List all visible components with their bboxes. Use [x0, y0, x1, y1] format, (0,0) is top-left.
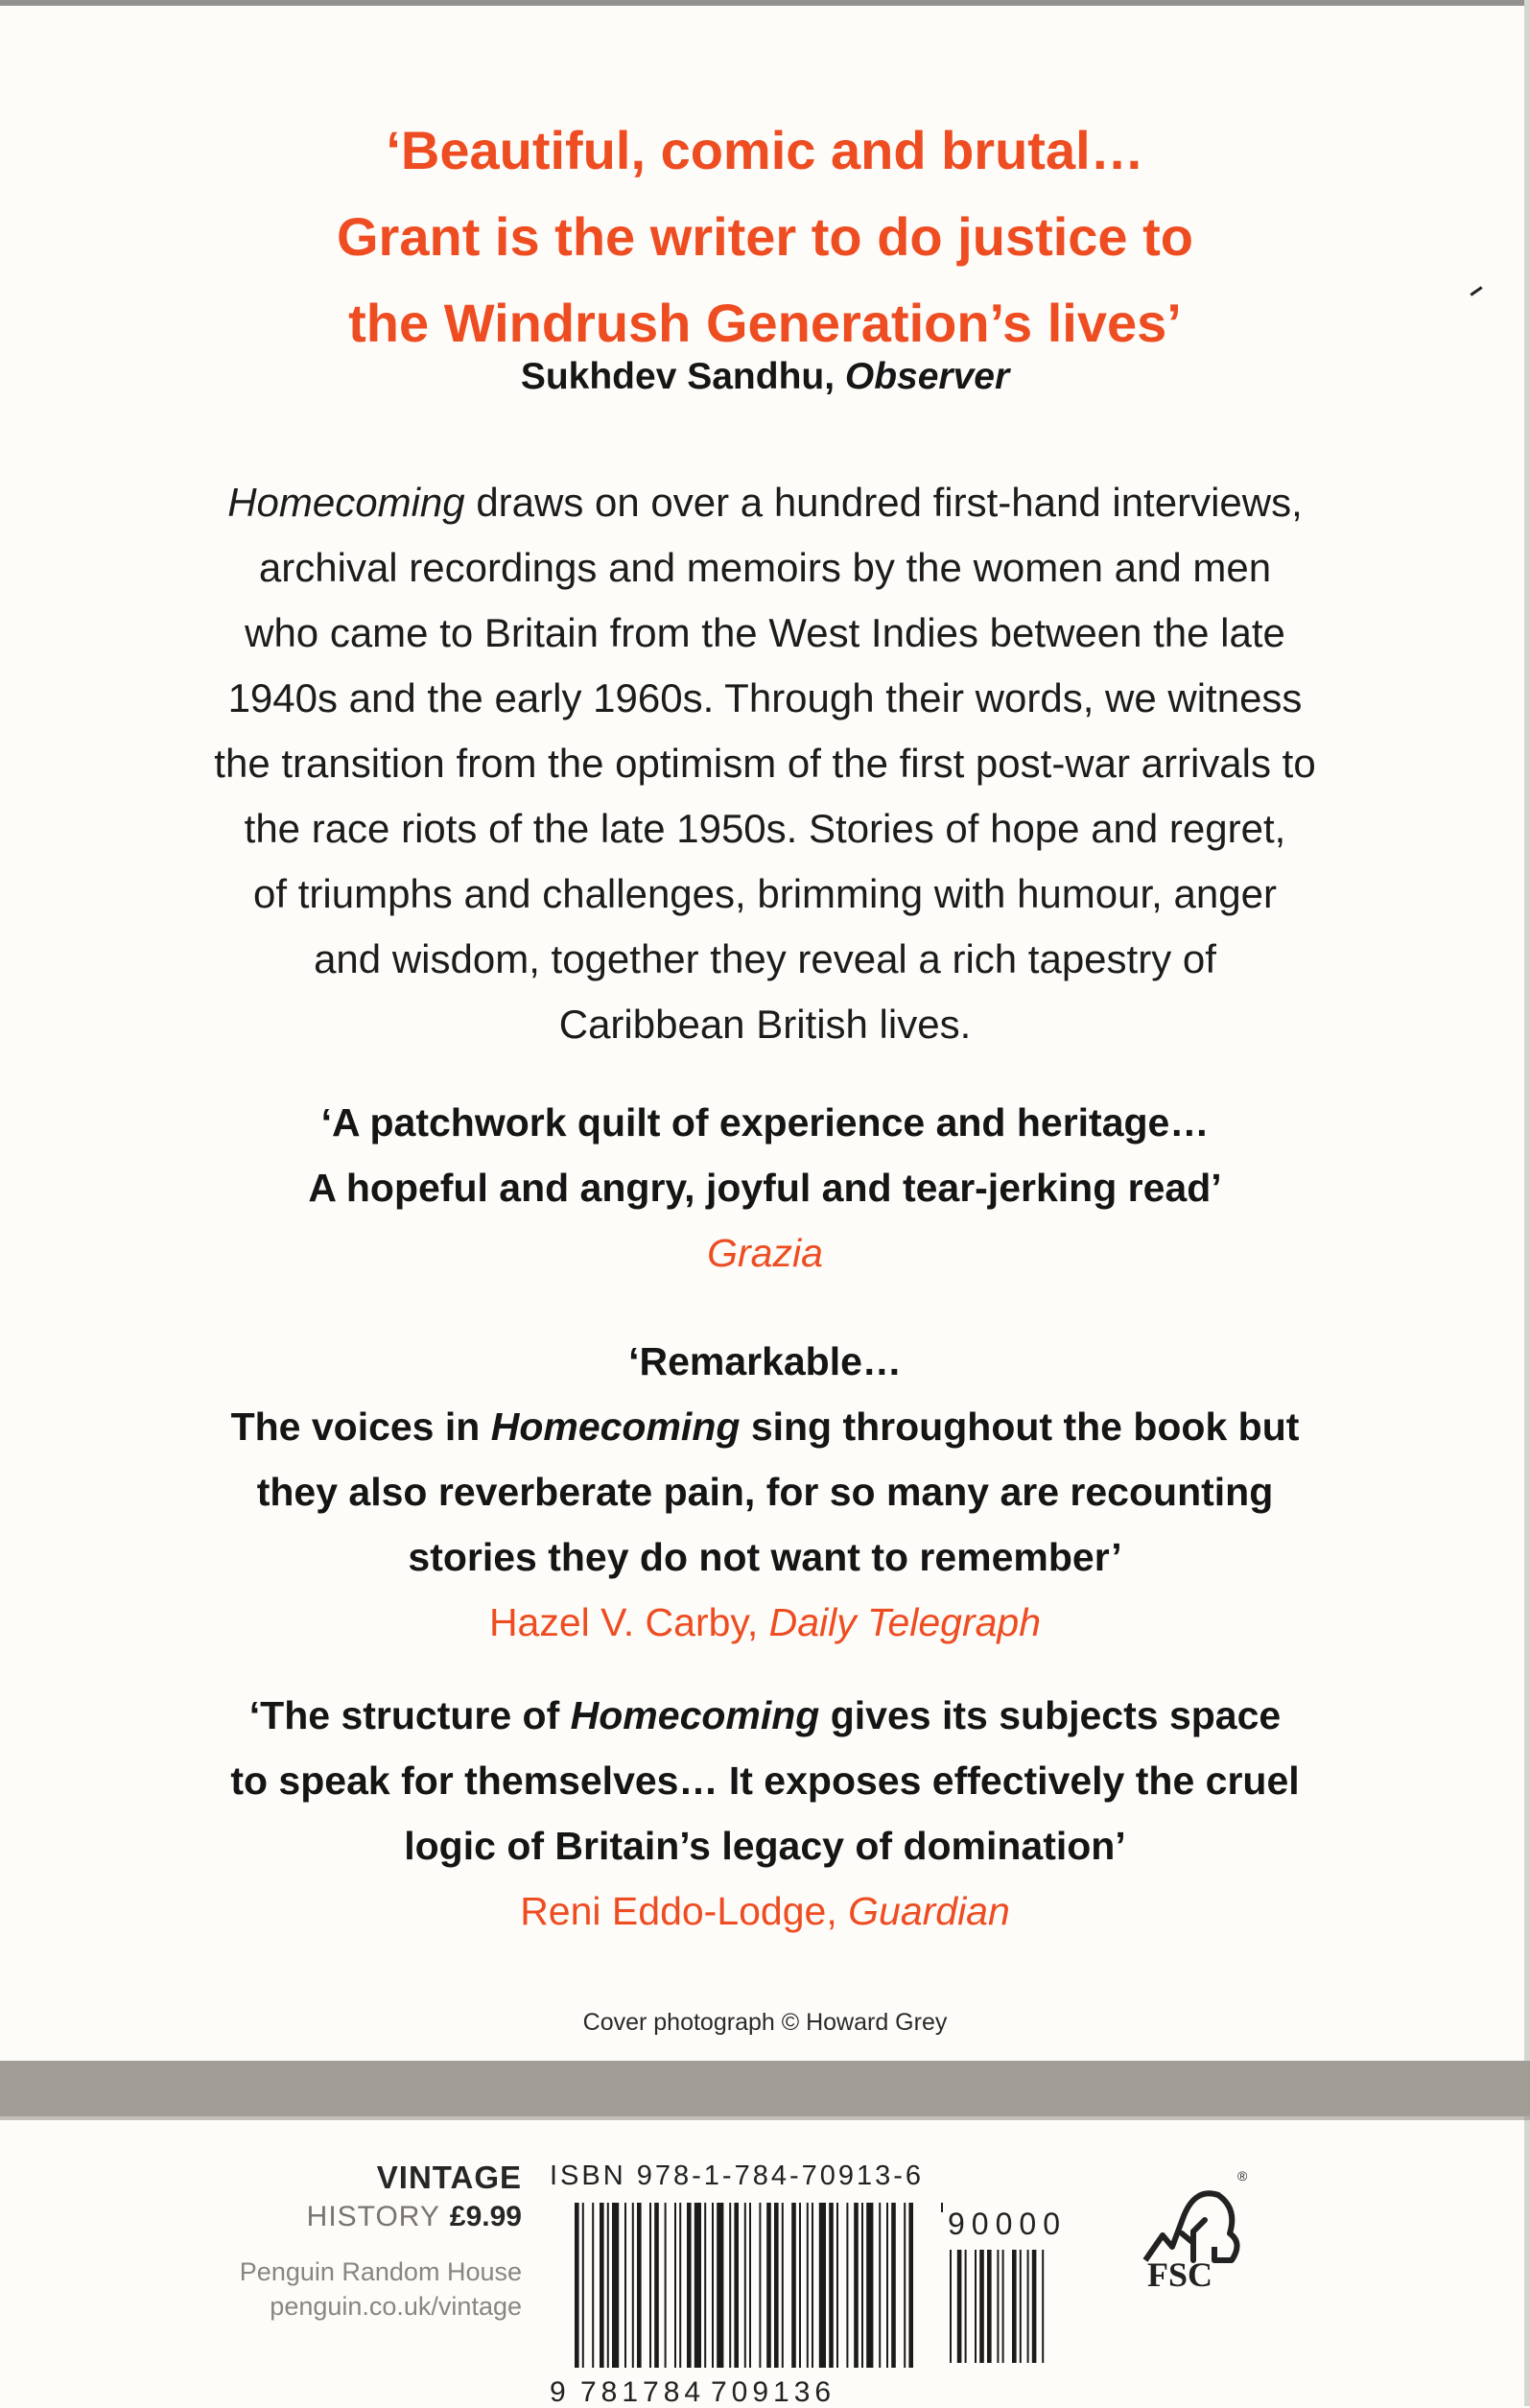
quote-line: they also reverberate pain, for so many are recounting	[256, 1470, 1274, 1514]
barcode-bar	[807, 2203, 809, 2368]
barcode-bar	[582, 2203, 584, 2368]
blurb-line: Homecoming draws on over a hundred first-hand interviews,	[227, 480, 1303, 525]
addon-barcode	[948, 2250, 1053, 2365]
blurb-line: who came to Britain from the West Indies between the late	[245, 610, 1285, 655]
quote-line: stories they do not want to remember’	[408, 1535, 1122, 1579]
barcode-bar	[1020, 2250, 1022, 2363]
blurb-line: 1940s and the early 1960s. Through their words, we witness	[227, 675, 1303, 720]
barcode-bar	[749, 2203, 751, 2368]
barcode-bar	[1042, 2250, 1044, 2363]
barcode-bar	[649, 2203, 651, 2368]
barcode-bar	[965, 2250, 967, 2363]
lead-quote-attribution	[77, 353, 1453, 401]
barcode	[550, 2203, 943, 2408]
barcode-bar	[812, 2203, 813, 2368]
barcode-bar	[904, 2203, 906, 2368]
book-blurb	[77, 470, 1453, 1057]
barcode-bar	[846, 2203, 848, 2368]
blurb-line: Caribbean British lives.	[558, 1002, 972, 1047]
cover-edge	[1524, 0, 1530, 2406]
blurb-line: archival recordings and memoirs by the women and men	[258, 545, 1272, 590]
quote-line: ‘Remarkable…	[628, 1339, 902, 1383]
quote-line: logic of Britain’s legacy of domination’	[404, 1824, 1126, 1868]
barcode-bar	[879, 2203, 881, 2368]
ean-barcode-bars	[575, 2203, 913, 2368]
barcode-bar	[997, 2250, 999, 2363]
book-title-italic: Homecoming	[227, 480, 465, 525]
quote-line: to speak for themselves… It exposes effectively the cruel	[230, 1759, 1300, 1803]
barcode-bar	[717, 2203, 723, 2368]
addon-barcode-bars	[941, 2203, 943, 2212]
lead-review-quote	[77, 107, 1453, 366]
price-addon-code: 90000	[948, 2207, 1067, 2241]
publication-name: Observer	[844, 356, 1010, 397]
barcode-bar	[861, 2203, 863, 2368]
barcode-bar	[766, 2203, 771, 2368]
review-quote-telegraph	[77, 1329, 1453, 1655]
reviewer-name: Sukhdev Sandhu,	[520, 356, 845, 397]
blurb-line: the transition from the optimism of the first post-war arrivals to	[214, 741, 1316, 786]
barcode-bar	[592, 2203, 594, 2368]
barcode-bar	[979, 2250, 984, 2363]
publication-name: Guardian	[848, 1889, 1010, 1933]
price-label: £9.99	[449, 2201, 522, 2232]
barcode-digits-group1: 781784	[580, 2376, 706, 2408]
barcode-bar	[1032, 2250, 1037, 2363]
barcode-bar	[886, 2203, 888, 2368]
barcode-bar	[712, 2203, 714, 2368]
barcode-bar	[612, 2203, 619, 2368]
barcode-bar	[674, 2203, 676, 2368]
quote-line: The voices in Homecoming sing throughout the book but	[230, 1405, 1300, 1449]
lead-quote-line: ‘Beautiful, comic and brutal…	[386, 120, 1144, 180]
barcode-bar	[744, 2203, 746, 2368]
barcode-bar	[665, 2203, 667, 2368]
grey-band-shadow	[0, 2116, 1530, 2120]
publication-name: Daily Telegraph	[768, 1600, 1042, 1644]
quote-attribution	[77, 1878, 1453, 1944]
grey-band	[0, 2061, 1530, 2116]
barcode-bar	[600, 2203, 604, 2368]
barcode-bar	[575, 2203, 579, 2368]
barcode-bar	[734, 2203, 739, 2368]
registered-mark: ®	[1237, 2168, 1248, 2184]
quote-line: ‘The structure of Homecoming gives its subjects space	[248, 1693, 1282, 1737]
barcode-bar	[694, 2203, 701, 2368]
barcode-bar	[704, 2203, 706, 2368]
barcode-bar	[957, 2250, 962, 2363]
cover-photo-credit: Cover photograph © Howard Grey	[582, 2009, 948, 2036]
category-label: HISTORY	[306, 2201, 440, 2232]
barcode-bar	[637, 2203, 642, 2368]
barcode-bar	[607, 2203, 609, 2368]
quote-line: A hopeful and angry, joyful and tear-jerking read’	[308, 1166, 1222, 1210]
barcode-digits-group2: 709136	[711, 2376, 836, 2408]
addon-barcode-bars	[950, 2250, 1044, 2363]
quote-attribution	[77, 1590, 1453, 1655]
imprint-name: VINTAGE	[376, 2160, 522, 2195]
barcode-bar	[941, 2203, 943, 2212]
barcode-bar	[987, 2250, 992, 2363]
barcode-bar	[791, 2203, 796, 2368]
barcode-bar	[891, 2203, 896, 2368]
barcode-digit-first: 9	[550, 2376, 566, 2408]
barcode-bar	[866, 2203, 873, 2368]
print-mark	[1470, 286, 1482, 295]
book-title-italic: Homecoming	[490, 1405, 741, 1449]
barcode-bar	[624, 2203, 626, 2368]
barcode-bar	[759, 2203, 761, 2368]
review-quote-guardian	[77, 1683, 1453, 1944]
barcode-bar	[854, 2203, 859, 2368]
barcode-bar	[774, 2203, 779, 2368]
barcode-bar	[1002, 2250, 1004, 2363]
top-edge	[0, 0, 1530, 6]
barcode-bar	[1027, 2250, 1029, 2363]
barcode-bar	[975, 2250, 977, 2363]
blurb-line: of triumphs and challenges, brimming with humour, anger	[253, 871, 1277, 916]
imprint-block	[240, 2159, 522, 2324]
fsc-label: FSC	[1147, 2255, 1213, 2294]
publication-name: Grazia	[707, 1231, 823, 1275]
barcode-bar	[950, 2250, 952, 2363]
book-title-italic: Homecoming	[570, 1693, 820, 1737]
lead-quote-line: Grant is the writer to do justice to	[337, 206, 1193, 267]
barcode-bar	[654, 2203, 659, 2368]
barcode-bar	[782, 2203, 784, 2368]
barcode-bar	[687, 2203, 692, 2368]
barcode-bar	[836, 2203, 838, 2368]
barcode-bar	[729, 2203, 731, 2368]
barcode-bar	[829, 2203, 834, 2368]
barcode-bar	[679, 2203, 681, 2368]
lead-quote-line: the Windrush Generation’s lives’	[348, 293, 1182, 353]
blurb-line: and wisdom, together they reveal a rich tapestry of	[314, 936, 1216, 981]
barcode-bar	[632, 2203, 634, 2368]
reviewer-name: Reni Eddo-Lodge,	[520, 1889, 849, 1933]
barcode-bar	[908, 2203, 913, 2368]
publisher-url: penguin.co.uk/vintage	[270, 2292, 522, 2321]
barcode-bar	[1012, 2250, 1017, 2363]
quote-line: ‘A patchwork quilt of experience and heritage…	[320, 1100, 1210, 1145]
category-price	[240, 2197, 522, 2237]
publisher-name: Penguin Random House	[239, 2257, 522, 2286]
barcode-bar	[819, 2203, 826, 2368]
barcode-bar	[799, 2203, 801, 2368]
reviewer-name: Hazel V. Carby,	[488, 1600, 769, 1644]
isbn-label: ISBN 978-1-784-70913-6	[550, 2160, 925, 2191]
blurb-line: the race riots of the late 1950s. Stories of hope and regret,	[244, 806, 1286, 851]
review-quote-grazia	[77, 1090, 1453, 1286]
